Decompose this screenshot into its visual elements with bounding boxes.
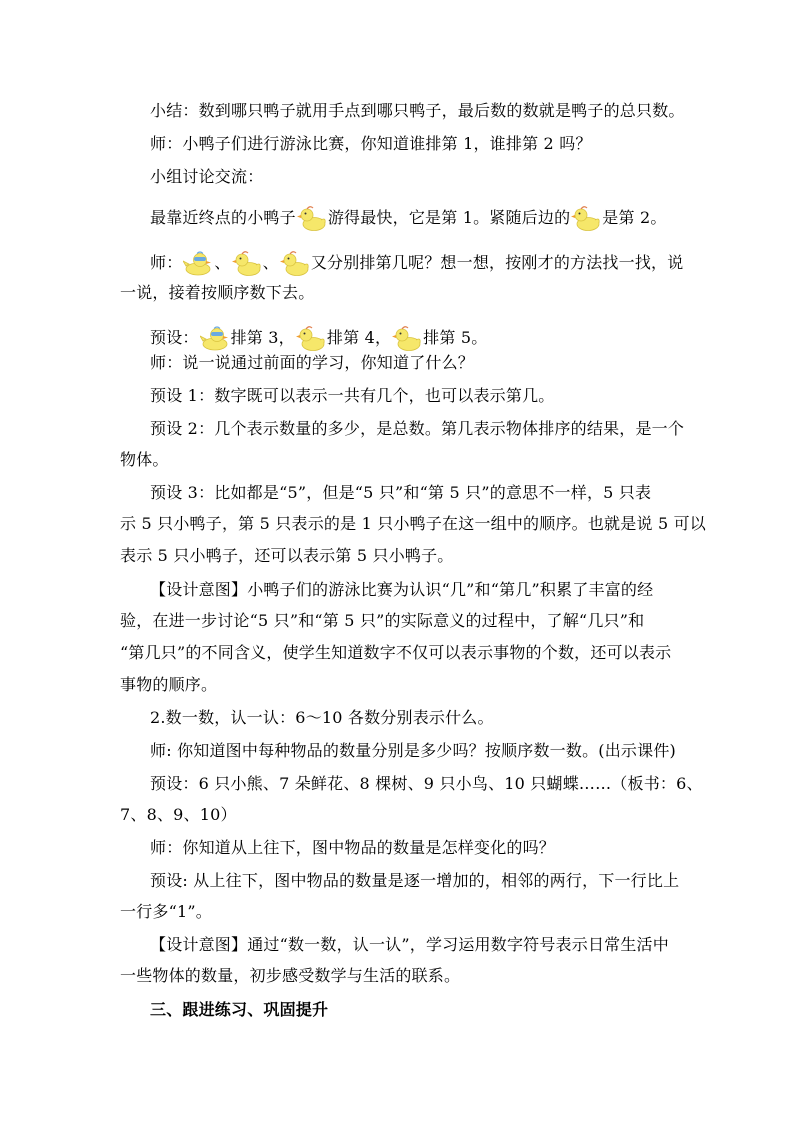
section-heading: 三、跟进练习、巩固提升 <box>150 1000 329 1019</box>
paragraph-preset-3-cont: 示 5 只小鸭子，第 5 只表示的是 1 只小鸭子在这一组中的顺序。也就是说 5 可以 <box>120 514 707 533</box>
preset-rank-4: 排第 4， <box>326 328 392 347</box>
preset-rank-5: 排第 5。 <box>423 328 488 347</box>
duck-icon <box>392 325 422 353</box>
paragraph-preset-2-cont: 物体。 <box>120 450 169 469</box>
discussion-text-3: 是第 2。 <box>602 208 667 227</box>
paragraph-preset-3: 预设 3：比如都是“5”，但是“5 只”和“第 5 只”的意思不一样，5 只表 <box>150 483 652 502</box>
paragraph-preset-count-cont: 7、8、9、10） <box>120 805 237 824</box>
paragraph-preset-3-cont: 表示 5 只小鸭子，还可以表示第 5 只小鸭子。 <box>120 546 454 565</box>
paragraph-design-intent-1-cont: 验，在进一步讨论“5 只”和“第 5 只”的实际意义的过程中，了解“几只”和 <box>120 611 645 630</box>
goggle-duck-icon <box>183 250 213 278</box>
paragraph-teacher-summary: 师：说一说通过前面的学习，你知道了什么？ <box>150 353 475 372</box>
paragraph-discussion-result <box>150 205 667 233</box>
paragraph-preset-1: 预设 1：数字既可以表示一共有几个，也可以表示第几。 <box>150 386 555 405</box>
paragraph-teacher-change: 师：你知道从上往下，图中物品的数量是怎样变化的吗？ <box>150 838 556 857</box>
paragraph-preset-change-cont: 一行多“1”。 <box>120 902 212 921</box>
discussion-text-2: 游得最快，它是第 1。紧随后边的 <box>327 208 571 227</box>
paragraph-section-2: 2.数一数，认一认：6～10 各数分别表示什么。 <box>150 708 494 727</box>
duck-icon <box>280 250 310 278</box>
duck-icon <box>232 250 262 278</box>
paragraph-summary: 小结：数到哪只鸭子就用手点到哪只鸭子，最后数的数就是鸭子的总只数。 <box>150 101 685 120</box>
paragraph-design-intent-1-cont: 事物的顺序。 <box>120 675 218 694</box>
paragraph-design-intent-2: 【设计意图】通过“数一数，认一认”，学习运用数字符号表示日常生活中 <box>150 935 669 954</box>
duck-icon <box>296 325 326 353</box>
preset-prefix: 预设： <box>150 328 199 347</box>
duck-icon <box>571 205 601 233</box>
paragraph-preset-rank <box>150 325 487 353</box>
paragraph-rank-question-cont: 一说，接着按顺序数下去。 <box>120 283 315 302</box>
paragraph-design-intent-2-cont: 一些物体的数量，初步感受数学与生活的联系。 <box>120 966 461 985</box>
paragraph-preset-change: 预设: 从上往下，图中物品的数量是逐一增加的，相邻的两行，下一行比上 <box>150 871 680 890</box>
duck-icon <box>297 205 327 233</box>
rank-question-suffix: 又分别排第几呢？想一想，按刚才的方法找一找，说 <box>310 253 684 272</box>
separator: 、 <box>262 253 279 272</box>
paragraph-rank-question <box>150 250 683 278</box>
preset-rank-3: 排第 3， <box>230 328 295 347</box>
goggle-duck-icon <box>200 325 230 353</box>
rank-question-prefix: 师： <box>150 253 183 272</box>
paragraph-preset-count: 预设：6 只小熊、7 朵鲜花、8 棵树、9 只小鸟、10 只蝴蝶……（板书：6、 <box>150 774 703 793</box>
paragraph-group-discussion: 小组讨论交流： <box>150 167 264 186</box>
paragraph-teacher-count: 师: 你知道图中每种物品的数量分别是多少吗？按顺序数一数。(出示课件) <box>150 741 676 760</box>
paragraph-teacher-question: 师：小鸭子们进行游泳比赛，你知道谁排第 1，谁排第 2 吗？ <box>150 134 592 153</box>
separator: 、 <box>214 253 231 272</box>
paragraph-preset-2: 预设 2：几个表示数量的多少，是总数。第几表示物体排序的结果，是一个 <box>150 419 685 438</box>
paragraph-design-intent-1-cont: “第几只”的不同含义，使学生知道数字不仅可以表示事物的个数，还可以表示 <box>120 643 672 662</box>
discussion-text-1: 最靠近终点的小鸭子 <box>150 208 296 227</box>
paragraph-design-intent-1: 【设计意图】小鸭子们的游泳比赛为认识“几”和“第几”积累了丰富的经 <box>150 580 654 599</box>
